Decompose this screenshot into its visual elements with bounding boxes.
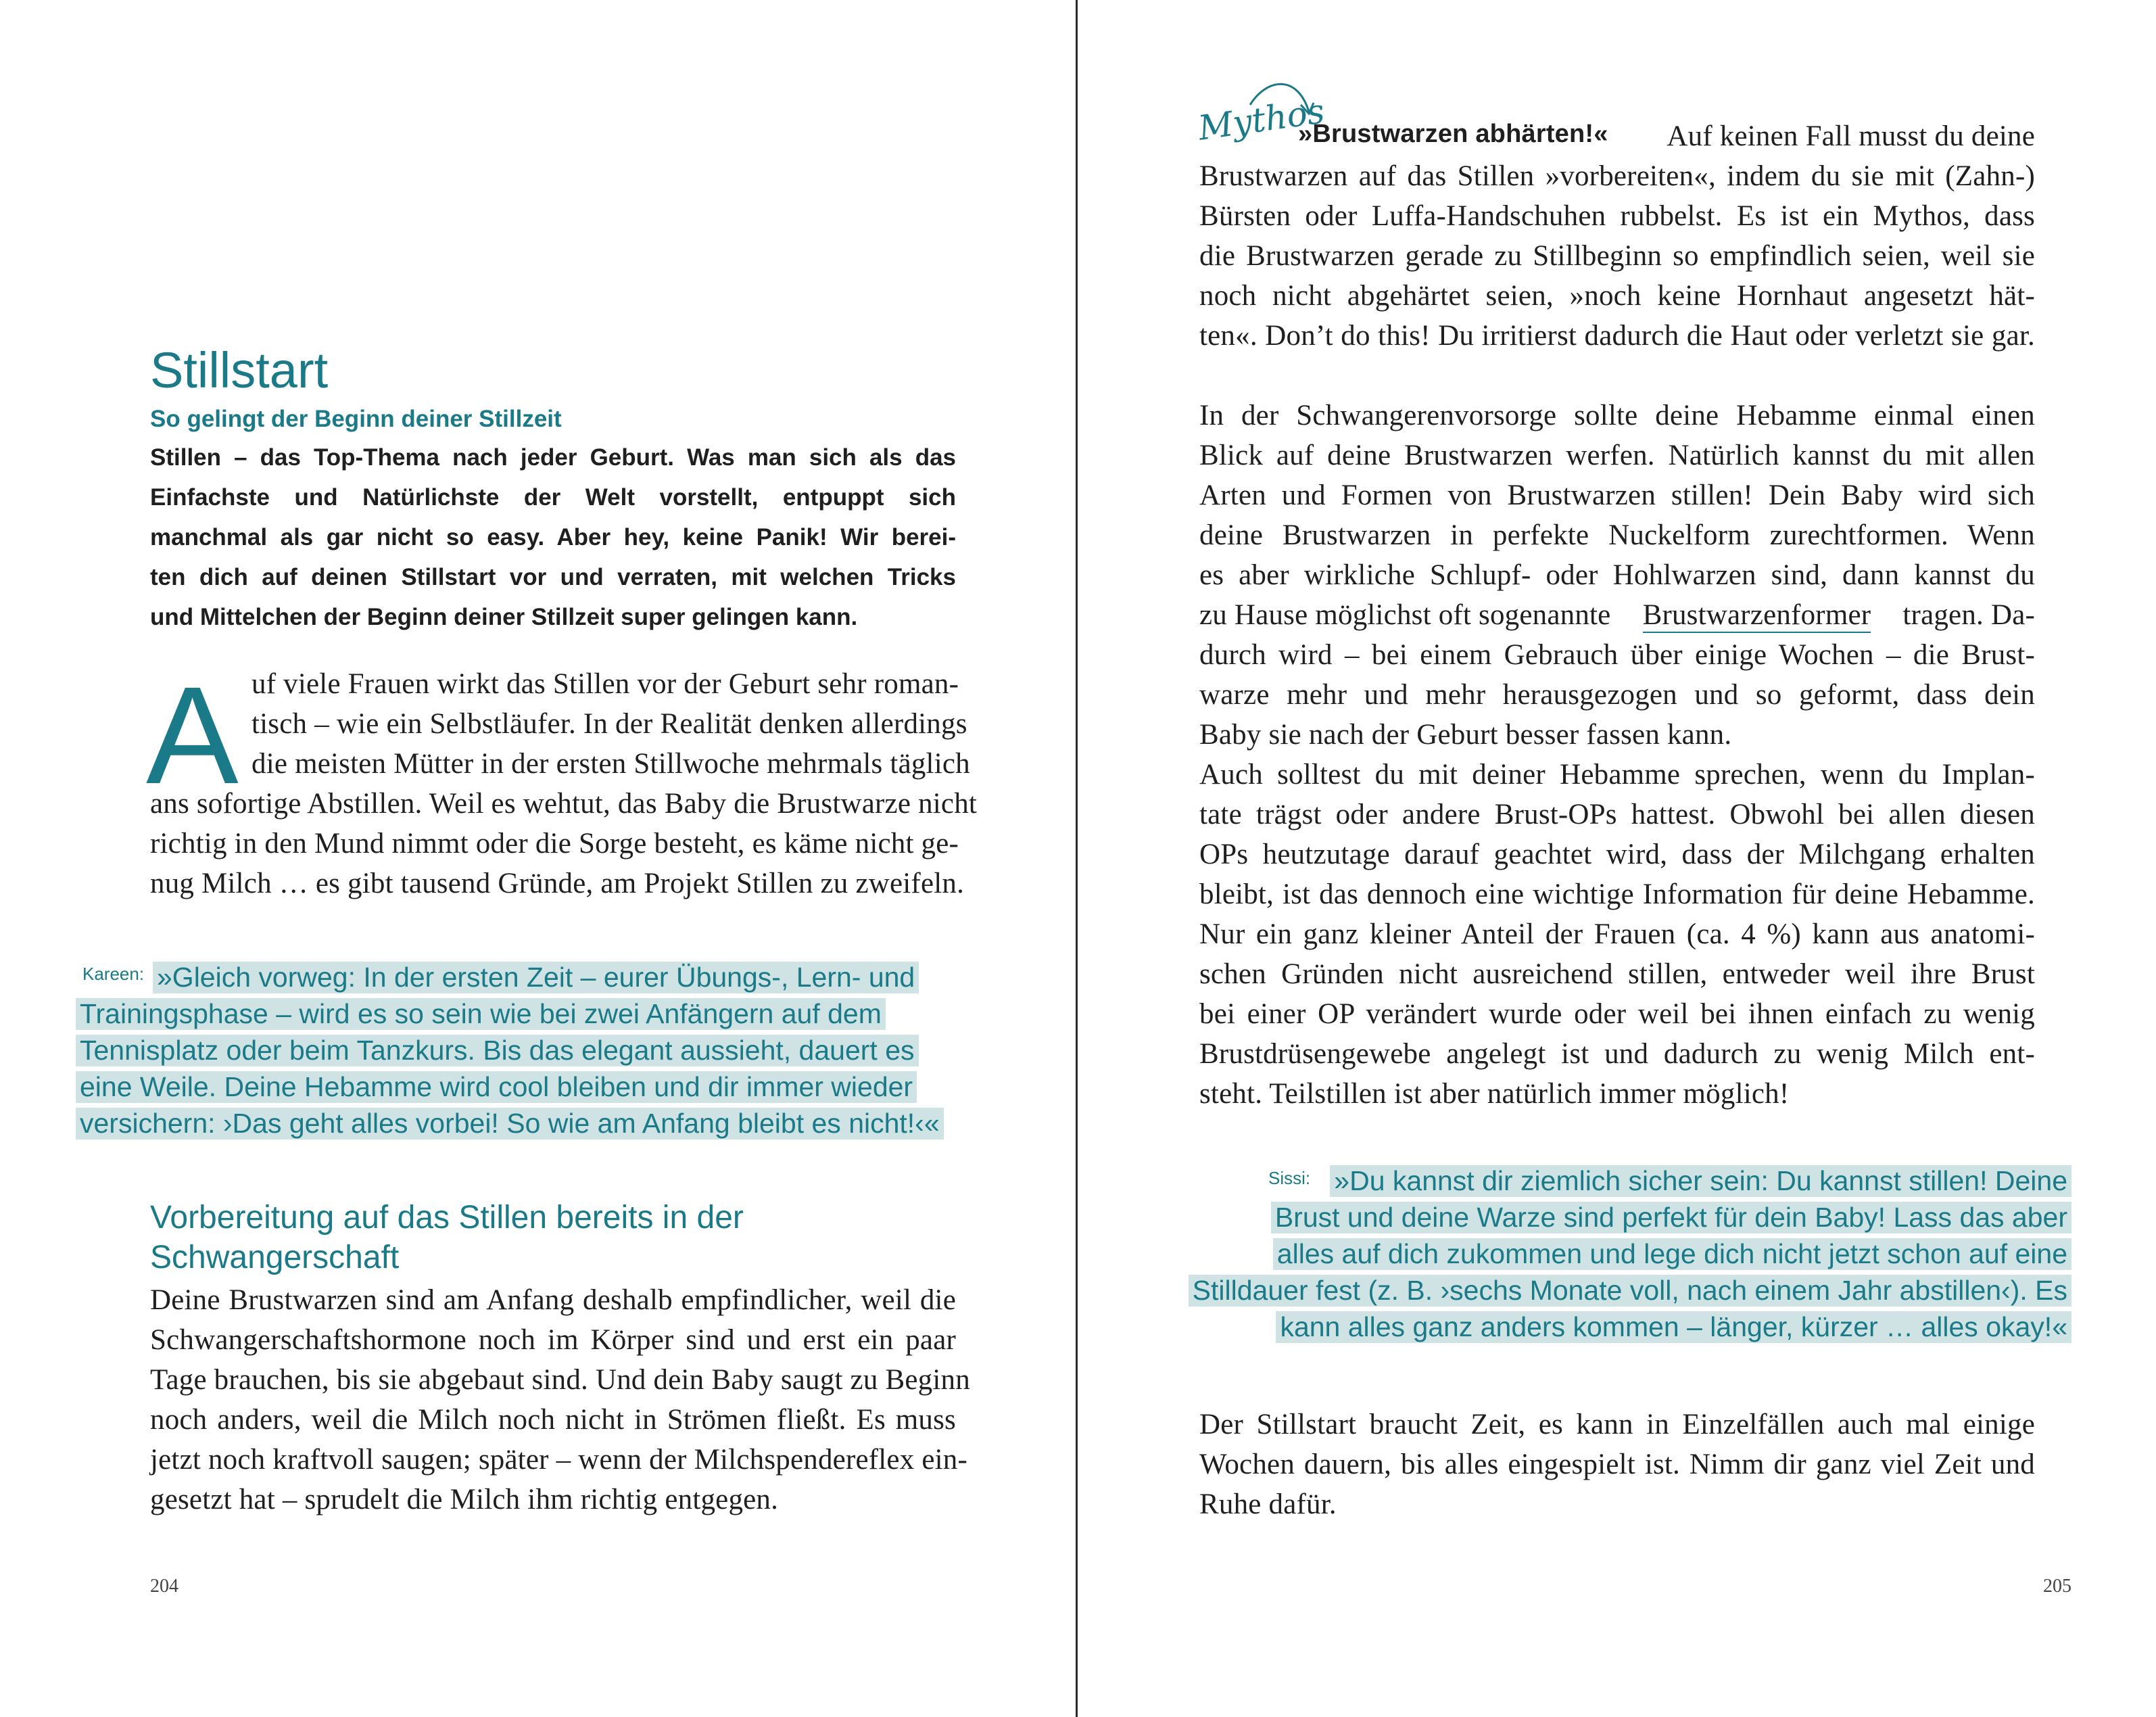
body-line: durch wird – bei einem Gebrauch über einige Wochen – die Brust- — [1199, 639, 2035, 671]
body-line: noch anders, weil die Milch noch nicht in Strömen fließt. Es muss — [150, 1404, 956, 1436]
quote-line: kann alles ganz anders kommen – länger, kürzer … alles okay!« — [1276, 1311, 2071, 1343]
quote-line: »Gleich vorweg: In der ersten Zeit – eurer Übungs-, Lern- und — [153, 962, 919, 993]
mythos-text: Mythos — [1195, 91, 1327, 148]
body-line: steht. Teilstillen ist aber natürlich immer möglich! — [1199, 1078, 1790, 1110]
body-line: schen Gründen nicht ausreichend stillen, entweder weil ihre Brust — [1199, 958, 2035, 990]
body-line: Der Stillstart braucht Zeit, es kann in Einzelfällen auch mal einige — [1199, 1409, 2035, 1440]
lead-line: manchmal als gar nicht so easy. Aber hey, keine Panik! Wir berei- — [150, 524, 956, 550]
quote-line: alles auf dich zukommen und lege dich nicht jetzt schon auf eine — [1273, 1238, 2071, 1270]
quote-line: eine Weile. Deine Hebamme wird cool bleiben und dir immer wieder — [76, 1071, 917, 1103]
body-line: Nur ein ganz kleiner Anteil der Frauen (ca. 4 %) kann aus anatomi- — [1199, 918, 2035, 950]
page-number: 204 — [150, 1576, 178, 1597]
body-line-fragment: zu Hause möglichst oft sogenannte — [1199, 599, 1619, 631]
quote-line: »Du kannst dir ziemlich sicher sein: Du kannst stillen! Deine — [1330, 1165, 2071, 1197]
section-heading-line: Schwangerschaft — [150, 1240, 400, 1275]
quote-speaker: Kareen: — [82, 964, 145, 984]
body-line: Brustwarzen auf das Stillen »vorbereiten«, indem du sie mit (Zahn-) — [1199, 160, 2035, 192]
body-line: In der Schwangerenvorsorge sollte deine Hebamme einmal einen — [1199, 400, 2035, 431]
body-line-fragment: tragen. Da- — [1895, 599, 2035, 631]
body-line: OPs heutzutage darauf geachtet wird, dass der Milchgang erhalten — [1199, 839, 2035, 870]
quote-line: versichern: ›Das geht alles vorbei! So wie am Anfang bleibt es nicht!‹« — [76, 1108, 944, 1139]
body-line: Deine Brustwarzen sind am Anfang deshalb empfindlicher, weil die — [150, 1284, 956, 1316]
brustwarzenformer-link[interactable]: Brustwarzenformer — [1643, 598, 1871, 633]
lead-line: Stillen – das Top-Thema nach jeder Geburt. Was man sich als das — [150, 444, 956, 471]
body-line: jetzt noch kraftvoll saugen; später – wenn der Milchspendereflex ein- — [150, 1444, 968, 1476]
body-line — [1199, 598, 2035, 633]
body-line: nug Milch … es gibt tausend Gründe, am Projekt Stillen zu zweifeln. — [150, 868, 965, 899]
body-line: uf viele Frauen wirkt das Stillen vor der Geburt sehr roman- — [251, 668, 959, 700]
body-line: bleibt, ist das dennoch eine wichtige Information für deine Hebamme. — [1199, 878, 2035, 910]
body-line: Brustdrüsengewebe angelegt ist und dadurch zu wenig Milch ent- — [1199, 1038, 2035, 1070]
right-page — [1078, 0, 2156, 1717]
lead-line: Einfachste und Natürlichste der Welt vorstellt, entpuppt sich — [150, 484, 956, 511]
chapter-title: Stillstart — [150, 342, 329, 398]
quote-line: Stilldauer fest (z. B. ›sechs Monate voll, nach einem Jahr abstillen‹). Es — [1189, 1275, 2071, 1307]
body-line: ans sofortige Abstillen. Weil es wehtut, das Baby die Brustwarze nicht — [150, 788, 978, 820]
body-line: ten«. Don’t do this! Du irritierst dadurch die Haut oder verletzt sie gar. — [1199, 320, 2035, 352]
section-heading-line: Vorbereitung auf das Stillen bereits in der — [150, 1200, 744, 1236]
body-line: deine Brustwarzen in perfekte Nuckelform zurechtformen. Wenn — [1199, 519, 2035, 551]
chapter-subtitle: So gelingt der Beginn deiner Stillzeit — [150, 406, 562, 432]
body-line: warze mehr und mehr herausgezogen und so geformt, dass dein — [1199, 679, 2035, 711]
body-line: tate trägst oder andere Brust-OPs hattest. Obwohl bei allen diesen — [1199, 799, 2035, 830]
body-line: die Brustwarzen gerade zu Stillbeginn so empfindlich seien, weil sie — [1199, 240, 2035, 272]
quote-line: Trainingsphase – wird es so sein wie bei zwei Anfängern auf dem — [76, 998, 886, 1030]
body-line-fragment: Auf keinen Fall musst du deine — [1667, 120, 2035, 152]
quote-line: Tennisplatz oder beim Tanzkurs. Bis das elegant aussieht, dauert es — [76, 1035, 919, 1066]
body-line: Wochen dauern, bis alles eingespielt ist. Nimm dir ganz viel Zeit und — [1199, 1449, 2035, 1480]
myth-first-line — [1298, 120, 2035, 153]
body-line: Blick auf deine Brustwarzen werfen. Natürlich kannst du mit allen — [1199, 440, 2035, 471]
body-line: Arten und Formen von Brustwarzen stillen! Dein Baby wird sich — [1199, 479, 2035, 511]
drop-cap: A — [146, 658, 239, 813]
lead-line: und Mittelchen der Beginn deiner Stillzeit super gelingen kann. — [150, 604, 858, 630]
lead-line: ten dich auf deinen Stillstart vor und verraten, mit welchen Tricks — [150, 564, 956, 590]
body-line: richtig in den Mund nimmt oder die Sorge besteht, es käme nicht ge- — [150, 828, 959, 860]
body-line: Schwangerschaftshormone noch im Körper sind und erst ein paar — [150, 1324, 956, 1356]
body-line: noch nicht abgehärtet seien, »noch keine Hornhaut angesetzt hät- — [1199, 280, 2035, 312]
page-number: 205 — [2043, 1576, 2071, 1597]
body-line: es aber wirkliche Schlupf- oder Hohlwarzen sind, dann kannst du — [1199, 559, 2035, 591]
body-line: tisch – wie ein Selbstläufer. In der Realität denken allerdings — [251, 708, 967, 740]
body-line: Baby sie nach der Geburt besser fassen kann. — [1199, 719, 1732, 751]
quote-line: Brust und deine Warze sind perfekt für dein Baby! Lass das aber — [1271, 1202, 2071, 1233]
body-line: Bürsten oder Luffa-Handschuhen rubbelst. Es ist ein Mythos, dass — [1199, 200, 2035, 232]
body-line: Auch solltest du mit deiner Hebamme sprechen, wenn du Implan- — [1199, 759, 2035, 791]
body-line: gesetzt hat – sprudelt die Milch ihm richtig entgegen. — [150, 1484, 779, 1515]
quote-speaker: Sissi: — [1268, 1168, 1311, 1188]
body-line: Ruhe dafür. — [1199, 1488, 1337, 1520]
myth-heading: »Brustwarzen abhärten!« — [1298, 120, 1608, 148]
body-line: die meisten Mütter in der ersten Stillwoche mehrmals täglich — [251, 748, 970, 780]
body-line: Tage brauchen, bis sie abgebaut sind. Und dein Baby saugt zu Beginn — [150, 1364, 970, 1396]
body-line: bei einer OP verändert wurde oder weil bei ihnen einfach zu wenig — [1199, 998, 2035, 1030]
